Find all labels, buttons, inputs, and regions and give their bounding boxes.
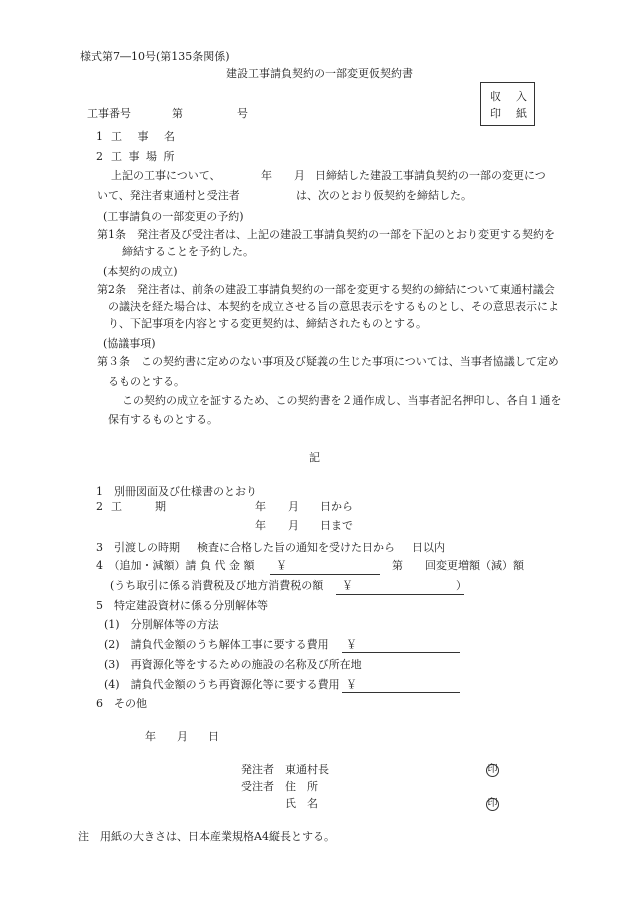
- delivery-text: 検査に合格した旨の通知を受けた日から: [197, 541, 395, 554]
- seal-mark-contractor: [486, 797, 499, 811]
- detail-line: 5 特定建設資材に係る分別解体等: [96, 599, 268, 612]
- article-text: 第３条 この契約書に定めのない事項及び疑義の生じた事項については、当事者協議して定め: [97, 355, 559, 368]
- period-from: 日から: [320, 500, 353, 513]
- article-text: の議決を経た場合は、本契約を成立させる旨の意思表示をするものとし、その意思表示によ: [108, 300, 559, 313]
- ki-heading: 記: [309, 451, 320, 464]
- construction-number-label: 工事番号: [87, 107, 131, 120]
- seal-icon: 印: [487, 764, 498, 775]
- revenue-stamp-box: [480, 82, 535, 126]
- item-number: 2: [96, 150, 103, 163]
- construction-location-label: 工 事 場 所: [111, 150, 175, 163]
- construction-name-label: 工 事 名: [111, 130, 175, 143]
- detail-subline: (4) 請負代金額のうち再資源化等に要する費用: [104, 678, 340, 691]
- stamp-char: 印: [490, 107, 501, 120]
- article-text: 締結することを予約した。: [122, 245, 254, 258]
- delivery-label: 3 引渡しの時期: [96, 541, 180, 554]
- preamble-year: 年: [261, 169, 272, 182]
- detail-subline: (2) 請負代金額のうち解体工事に要する費用: [104, 638, 329, 651]
- tax-underline: [336, 594, 464, 595]
- construction-number-dai: 第: [172, 107, 183, 120]
- signature-month: 月: [177, 730, 188, 743]
- delivery-days: 日以内: [412, 541, 445, 554]
- preamble-month: 月: [294, 169, 305, 182]
- amount-underline: [270, 574, 380, 575]
- preamble-text: 上記の工事について、: [111, 169, 221, 182]
- yen-mark: ￥: [346, 678, 357, 691]
- stamp-char: 紙: [516, 107, 527, 120]
- construction-period-label: 工 期: [111, 500, 166, 513]
- article-text: り、下記事項を内容とする変更契約は、締結されたものとする。: [108, 317, 427, 330]
- paper-size-note: 注 用紙の大きさは、日本産業規格A4縦長とする。: [78, 830, 335, 843]
- closing-text: この契約の成立を証するため、この契約書を２通作成し、当事者記名押印し、各自１通を: [122, 394, 562, 407]
- period-year: 年: [255, 500, 266, 513]
- seal-mark-orderer: [486, 763, 499, 777]
- tax-close-paren: ）: [456, 579, 467, 592]
- signature-year: 年: [145, 730, 156, 743]
- period-month: 月: [288, 500, 299, 513]
- orderer-label: 発注者: [241, 763, 274, 776]
- detail-line: 1 別冊図面及び仕様書のとおり: [96, 485, 257, 498]
- preamble-text: いて、発注者東通村と受注者: [97, 189, 240, 202]
- change-amount-label: 回変更増額（減）額: [425, 559, 524, 572]
- period-year: 年: [255, 519, 266, 532]
- period-to: 日まで: [320, 519, 353, 532]
- period-month: 月: [288, 519, 299, 532]
- article-text: るものとする。: [108, 375, 185, 388]
- item-number: 2: [96, 500, 103, 513]
- seal-icon: 印: [487, 798, 498, 809]
- yen-mark: ￥: [342, 579, 353, 592]
- stamp-char: 入: [516, 90, 527, 103]
- tax-label: (うち取引に係る消費税及び地方消費税の額: [110, 579, 324, 592]
- detail-line: 6 その他: [96, 697, 147, 710]
- contract-amount-label: 4 （追加・減額）請 負 代 金 額: [96, 559, 255, 572]
- change-dai: 第: [392, 559, 403, 572]
- detail-subline: (1) 分別解体等の方法: [104, 618, 219, 631]
- item-number: 1: [96, 130, 103, 143]
- article-text: 第1条 発注者及び受注者は、上記の建設工事請負契約の一部を下記のとおり変更する契約を: [97, 228, 555, 241]
- document-title: 建設工事請負契約の一部変更仮契約書: [226, 67, 413, 80]
- article-heading: (本契約の成立): [103, 265, 178, 278]
- orderer-name: 東通村長: [285, 763, 329, 776]
- yen-mark: ￥: [276, 559, 287, 572]
- article-text: 第2条 発注者は、前条の建設工事請負契約の一部を変更する契約の締結について東通村議会: [97, 283, 555, 296]
- stamp-char: 収: [490, 90, 501, 103]
- article-heading: (協議事項): [103, 337, 156, 350]
- address-label: 住 所: [285, 780, 318, 793]
- demolition-cost-underline: [342, 652, 460, 653]
- signature-day: 日: [208, 730, 219, 743]
- preamble-text: 日締結した建設工事請負契約の一部の変更につ: [315, 169, 546, 182]
- contractor-label: 受注者: [241, 780, 274, 793]
- yen-mark: ￥: [346, 638, 357, 651]
- detail-subline: (3) 再資源化等をするための施設の名称及び所在地: [104, 658, 362, 671]
- article-heading: (工事請負の一部変更の予約): [103, 210, 244, 223]
- name-label: 氏 名: [285, 797, 318, 810]
- construction-number-go: 号: [237, 107, 248, 120]
- form-number: 様式第7―10号(第135条関係): [80, 50, 230, 63]
- closing-text: 保有するものとする。: [108, 413, 218, 426]
- preamble-text: は、次のとおり仮契約を締結した。: [296, 189, 472, 202]
- recycling-cost-underline: [342, 692, 460, 693]
